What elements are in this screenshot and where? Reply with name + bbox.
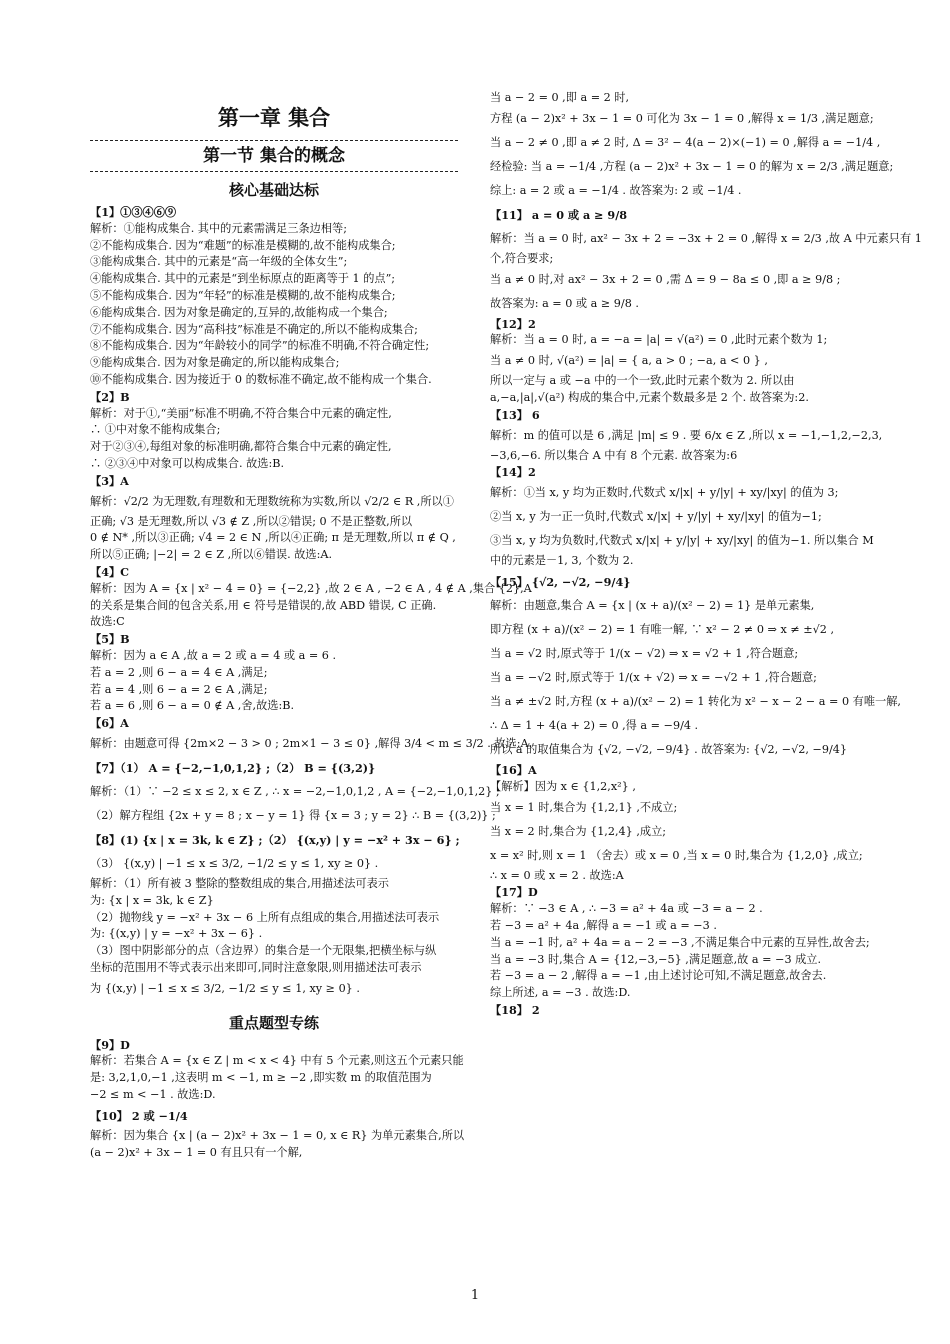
answer-line: 解析：由题意可得 {2m×2 − 3 > 0 ; 2m×1 − 3 ≤ 0} ,解得 3/4 < m ≤ 3/2 . 故选:A. [90,736,533,750]
answer-line: 当 a ≠ ±√2 时,方程 (x + a)/(x² − 2) = 1 转化为 x² − x − 2 − a = 0 有唯一解, [490,694,901,708]
answer-line: （2）解方程组 {2x + y = 8 ; x − y = 1} 得 {x = 3 ; y = 2} ∴ B = {(3,2)} ; [90,808,496,822]
answer-line: 【8】(1) {x | x = 3k, k ∈ Z} ;（2） {(x,y) | y = −x² + 3x − 6} ; [90,832,460,847]
answer-line: 解析：当 a = 0 时, a = −a = |a| = √(a²) = 0 ,此时元素个数为 1; [490,333,828,347]
answer-line: 当 a ≠ 0 时, √(a²) = |a| = { a, a > 0 ; −a, a < 0 } , [490,354,768,368]
answers-block-9-10 [90,1037,465,1162]
answer-line: 正确; √3 是无理数,所以 √3 ∉ Z ,所以②错误; 0 不是正整数,所以 [90,514,413,528]
answer-line: 当 a − 2 ≠ 0 ,即 a ≠ 2 时, Δ = 3² − 4(a − 2)×(−1) = 0 ,解得 a = −1/4 , [490,135,881,149]
answer-line: 【7】（1） A = {−2,−1,0,1,2} ;（2） B = {(3,2)} [90,760,376,775]
answer-line: 若 a = 2 ,则 6 − a = 4 ∈ A ,满足; [90,665,268,679]
answer-line: −2 ≤ m < −1 . 故选:D. [90,1088,216,1102]
answer-line: 当 a = −1 时, a² + 4a = a − 2 = −3 ,不满足集合中元素的互异性,故舍去; [490,935,870,949]
answer-line: 解析：因为 a ∈ A ,故 a = 2 或 a = 4 或 a = 6 . [90,648,337,662]
subsection-title-core: 核心基础达标 [228,181,319,199]
answer-line: 解析：①当 x, y 均为正数时,代数式 x/|x| + y/|y| + xy/|xy| 的值为 3; [490,486,839,500]
answer-line: x = x² 时,则 x = 1 （舍去）或 x = 0 ,当 x = 0 时,集合为 {1,2,0} ,成立; [490,848,863,862]
answer-line: 【10】 2 或 −1/4 [90,1108,188,1123]
answer-line: 【2】B [90,389,130,404]
answer-line: 所以⑤正确; |−2| = 2 ∈ Z ,所以⑥错误. 故选:A. [90,548,333,562]
answer-line: 解析：m 的值可以是 6 ,满足 |m| ≤ 9 . 要 6/x ∈ Z ,所以 x = −1,−1,2,−2,3, [490,428,883,442]
answer-line: a,−a,|a|,√(a²) 构成的集合中,元素个数最多是 2 个. 故答案为:2. [490,390,809,404]
answer-line: 【14】2 [490,465,536,480]
answer-line: 对于②③④,每组对象的标准明确,都符合集合中元素的确定性, [90,440,392,454]
answer-line: 方程 (a − 2)x² + 3x − 1 = 0 可化为 3x − 1 = 0 ,解得 x = 1/3 ,满足题意; [490,111,874,125]
answer-line: 解析：①能构成集合. 其中的元素需满足三条边相等; [90,221,348,235]
answer-line: ②当 x, y 为一正一负时,代数式 x/|x| + y/|y| + xy/|xy| 的值为−1; [490,510,822,524]
answer-line: 0 ∉ N* ,所以③正确; √4 = 2 ∈ N ,所以④正确; π 是无理数,所以 π ∉ Q , [90,531,456,545]
answer-line: 若 −3 = a² + 4a ,解得 a = −1 或 a = −3 . [490,918,717,932]
page-number: 1 [470,1288,480,1303]
answer-line: ∴ ①中对象不能构成集合; [90,423,221,437]
answer-line: （2）抛物线 y = −x² + 3x − 6 上所有点组成的集合,用描述法可表示 [90,910,440,924]
answer-line: 当 a = −3 时,集合 A = {12,−3,−5} ,满足题意,故 a = −3 成立. [490,952,822,966]
answer-line: 解析：对于①,“美丽”标准不明确,不符合集合中元素的确定性, [90,406,392,420]
answer-line: 故答案为: a = 0 或 a ≥ 9/8 . [490,296,639,310]
answer-line: 【6】A [90,716,129,731]
answer-line: 当 a = −√2 时,原式等于 1/(x + √2) ⇒ x = −√2 + 1 ,符合题意; [490,670,817,684]
answer-line: 解析：√2/2 为无理数,有理数和无理数统称为实数,所以 √2/2 ∈ R ,所以① [90,494,454,508]
answer-line: 是: 3,2,1,0,−1 ,这表明 m < −1, m ≥ −2 ,即实数 m 的取值范围为 [90,1071,432,1085]
answer-line: 解析：当 a = 0 时, ax² − 3x + 2 = −3x + 2 = 0 ,解得 x = 2/3 ,故 A 中元素只有 1 [490,231,922,245]
answer-line: ⑥能构成集合. 因为对象是确定的,互异的,故能构成一个集合; [90,305,388,319]
answer-line: 【13】 6 [490,407,540,422]
answer-line: 【9】D [90,1037,130,1052]
answer-line: ③当 x, y 均为负数时,代数式 x/|x| + y/|y| + xy/|xy| 的值为−1. 所以集合 M [490,534,874,548]
subsection-title-practice: 重点题型专练 [228,1013,319,1032]
answer-line: 【3】A [90,473,129,488]
answer-line: (a − 2)x² + 3x − 1 = 0 有且只有一个解, [90,1145,303,1159]
answer-line: ⑨能构成集合. 因为对象是确定的,所以能构成集合; [90,356,340,370]
chapter-title: 第一章 集合 [217,105,331,130]
answer-line: 解析：（1）∵ −2 ≤ x ≤ 2, x ∈ Z , ∴ x = −2,−1,0,1,2 , A = {−2,−1,0,1,2} ; [90,784,500,798]
answer-line: −3,6,−6. 所以集合 A 中有 8 个元素. 故答案为:6 [490,448,738,462]
answer-line: ③能构成集合. 其中的元素是“高一年级的全体女生”; [90,255,348,269]
answer-line: 【16】A [490,762,537,777]
answer-line: 坐标的范围用不等式表示出来即可,同时注意象限,则用描述法可表示 [90,960,422,974]
answer-line: 解析：若集合 A = {x ∈ Z | m < x < 4} 中有 5 个元素,则这五个元素只能 [90,1054,464,1068]
answer-line: ⑦不能构成集合. 因为“高科技”标准是不确定的,所以不能构成集合; [90,322,418,336]
answer-line: 若 a = 4 ,则 6 − a = 2 ∈ A ,满足; [90,682,268,696]
answer-line: ②不能构成集合. 因为“难题”的标准是模糊的,故不能构成集合; [90,238,396,252]
answer-line: ∴ x = 0 或 x = 2 . 故选:A [490,868,624,882]
answer-line: 中的元素是－1, 3, 个数为 2. [490,554,634,568]
answer-line: ④能构成集合. 其中的元素是“到坐标原点的距离等于 1 的点”; [90,272,396,286]
answer-line: 【1】①③④⑥⑨ [90,205,177,219]
answer-line: 【12】2 [490,316,536,331]
answer-line: 的关系是集合间的包含关系,用 ∈ 符号是错误的,故 ABD 错误, C 正确. [90,598,437,612]
answer-line: 解析：因为 A = {x | x² − 4 = 0} = {−2,2} ,故 2 ∈ A , −2 ∈ A , 4 ∉ A ,集合 {2},A [90,581,532,595]
answer-line: 所以一定与 a 或 −a 中的一个一致,此时元素个数为 2. 所以由 [490,374,795,388]
answer-line: 解析：（1）所有被 3 整除的整数组成的集合,用描述法可表示 [90,876,389,890]
answer-line: 【11】 a = 0 或 a ≥ 9/8 [490,207,628,222]
answer-line: 若 a = 6 ,则 6 − a = 0 ∉ A ,舍,故选:B. [90,699,295,713]
answer-line: 综上: a = 2 或 a = −1/4 . 故答案为: 2 或 −1/4 . [490,183,742,197]
right-column [490,0,922,1019]
answer-line: ∴ Δ = 1 + 4(a + 2) = 0 ,得 a = −9/4 . [490,718,699,732]
answer-line: 当 x = 1 时,集合为 {1,2,1} ,不成立; [490,800,678,814]
answer-line: 为 {(x,y) | −1 ≤ x ≤ 3/2, −1/2 ≤ y ≤ 1, xy ≥ 0} . [90,981,360,995]
answers-block-10-18 [490,90,922,1019]
answer-line: ⑩不能构成集合. 因为接近于 0 的数标准不确定,故不能构成一个集合. [90,372,432,386]
answer-line: ⑤不能构成集合. 因为“年轻”的标准是模糊的,故不能构成集合; [90,288,396,302]
answer-line: 【17】D [490,885,538,900]
answer-line: 综上所述, a = −3 . 故选:D. [490,986,631,1000]
answer-line: 【15】 {√2, −√2, −9/4} [490,574,631,589]
answer-line: 当 a − 2 = 0 ,即 a = 2 时, [490,91,630,104]
answer-line: 为: {x | x = 3k, k ∈ Z} [90,893,214,907]
answer-line: 为: {(x,y) | y = −x² + 3x − 6} . [90,927,263,941]
answer-line: 解析：∵ −3 ∈ A , ∴ −3 = a² + 4a 或 −3 = a − 2 . [490,902,763,916]
answer-line: （3） {(x,y) | −1 ≤ x ≤ 3/2, −1/2 ≤ y ≤ 1, xy ≥ 0} . [90,856,379,870]
answer-line: 个,符合要求; [490,251,554,265]
answer-line: 故选:C [90,615,125,629]
answer-line: 所以 a 的取值集合为 {√2, −√2, −9/4} . 故答案为: {√2, −√2, −9/4} [490,742,847,756]
answer-line: 经检验: 当 a = −1/4 ,方程 (a − 2)x² + 3x − 1 = 0 的解为 x = 2/3 ,满足题意; [490,159,894,173]
answer-line: 若 −3 = a − 2 ,解得 a = −1 ,由上述讨论可知,不满足题意,故舍去. [490,969,827,983]
answer-line: 【5】B [90,632,130,647]
answer-line: 当 a ≠ 0 时,对 ax² − 3x + 2 = 0 ,需 Δ = 9 − 8a ≤ 0 ,即 a ≥ 9/8 ; [490,272,841,286]
answer-line: 【4】C [90,564,130,579]
answer-line: 解析：由题意,集合 A = {x | (x + a)/(x² − 2) = 1} 是单元素集, [490,598,815,612]
section-title: 第一节 集合的概念 [90,140,458,172]
answer-line: 即方程 (x + a)/(x² − 2) = 1 有唯一解, ∵ x² − 2 ≠ 0 ⇒ x ≠ ±√2 , [490,622,834,636]
answer-line: ⑧不能构成集合. 因为“年龄较小的同学”的标准不明确,不符合确定性; [90,339,430,353]
answer-line: 【解析】因为 x ∈ {1,2,x²} , [490,779,636,793]
answer-line: ∴ ②③④中对象可以构成集合. 故选:B. [90,456,285,470]
answer-line: 当 x = 2 时,集合为 {1,2,4} ,成立; [490,824,667,838]
answer-line: 当 a = √2 时,原式等于 1/(x − √2) ⇒ x = √2 + 1 ,符合题意; [490,646,799,660]
answer-line: 【18】 2 [490,1002,540,1017]
answer-line: （3）图中阴影部分的点（含边界）的集合是一个无限集,把横坐标与纵 [90,944,437,958]
answer-line: 解析：因为集合 {x | (a − 2)x² + 3x − 1 = 0, x ∈ R} 为单元素集合,所以 [90,1128,465,1142]
